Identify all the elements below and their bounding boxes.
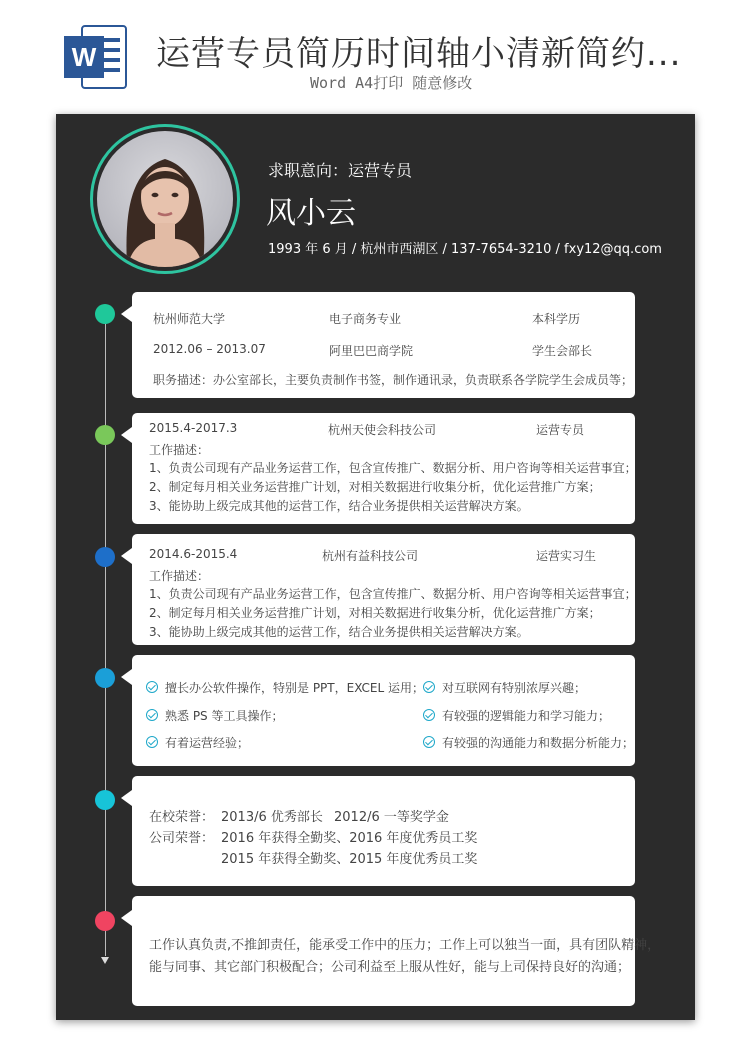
job-desc-line: 3、能协助上级完成其他的运营工作，结合业务提供相关运营解决方案。 bbox=[149, 625, 529, 639]
check-icon bbox=[423, 681, 435, 693]
job-card bbox=[132, 534, 635, 645]
skill-item: 有较强的沟通能力和数据分析能力； bbox=[442, 736, 635, 750]
job-desc-line: 1、负责公司现有产品业务运营工作，包含宣传推广、数据分析、用户咨询等相关运营事宜； bbox=[149, 461, 637, 475]
candidate-name: 风小云 bbox=[266, 196, 356, 231]
check-icon bbox=[423, 709, 435, 721]
timeline-arrow-icon bbox=[101, 957, 109, 964]
self-eval-card bbox=[132, 896, 661, 1006]
check-icon bbox=[146, 681, 158, 693]
job-card bbox=[132, 413, 635, 524]
check-icon bbox=[146, 709, 158, 721]
company-honor: 2015 年获得全勤奖、2015 年度优秀员工奖 bbox=[221, 852, 478, 867]
school: 杭州师范大学 bbox=[153, 312, 226, 326]
job-period: 2014.6-2015.4 bbox=[149, 547, 238, 561]
job-desc-label: 工作描述： bbox=[149, 569, 210, 583]
timeline-line bbox=[105, 306, 106, 956]
contact-info: 1993 年 6 月 / 杭州市西湖区 / 137-7654-3210 / fxy12@qq.com bbox=[268, 242, 662, 257]
timeline-dot bbox=[95, 425, 115, 445]
avatar bbox=[97, 131, 233, 267]
document-title: 运营专员简历时间轴小清新简约... bbox=[156, 34, 682, 74]
honors-card bbox=[132, 776, 635, 886]
edu-role: 学生会部长 bbox=[532, 344, 593, 358]
skill-item: 对互联网有特别浓厚兴趣； bbox=[442, 681, 587, 695]
resume-page bbox=[56, 114, 695, 1020]
job-desc-line: 1、负责公司现有产品业务运营工作，包含宣传推广、数据分析、用户咨询等相关运营事宜； bbox=[149, 587, 637, 601]
document-header bbox=[0, 0, 750, 110]
timeline-dot bbox=[95, 547, 115, 567]
svg-text:W: W bbox=[71, 42, 97, 72]
college: 阿里巴巴商学院 bbox=[329, 344, 414, 358]
school-honor: 2012/6 一等奖学金 bbox=[334, 810, 449, 825]
skill-item: 熟悉 PS 等工具操作； bbox=[165, 709, 284, 723]
education-card bbox=[132, 292, 635, 398]
timeline-dot bbox=[95, 304, 115, 324]
word-icon bbox=[60, 22, 130, 92]
job-desc-line: 2、制定每月相关业务运营推广计划，对相关数据进行收集分析，优化运营推广方案； bbox=[149, 606, 601, 620]
job-title: 运营实习生 bbox=[536, 549, 597, 563]
skill-item: 擅长办公软件操作，特别是 PPT，EXCEL 运用； bbox=[165, 681, 425, 695]
school-honor: 2013/6 优秀部长 bbox=[221, 810, 323, 825]
company-honor-label: 公司荣誉： bbox=[149, 831, 215, 846]
avatar-ring bbox=[90, 124, 240, 274]
job-desc-line: 2、制定每月相关业务运营推广计划，对相关数据进行收集分析，优化运营推广方案； bbox=[149, 480, 601, 494]
self-eval-line: 能与同事、其它部门积极配合；公司利益至上服从性好，能与上司保持良好的沟通； bbox=[149, 960, 631, 975]
timeline-dot bbox=[95, 911, 115, 931]
skill-item: 有着运营经验； bbox=[165, 736, 250, 750]
job-company: 杭州有益科技公司 bbox=[322, 549, 419, 563]
check-icon bbox=[146, 736, 158, 748]
degree: 本科学历 bbox=[532, 312, 581, 326]
school-honor-label: 在校荣誉： bbox=[149, 810, 215, 825]
skill-item: 有较强的逻辑能力和学习能力； bbox=[442, 709, 611, 723]
check-icon bbox=[423, 736, 435, 748]
timeline-dot bbox=[95, 790, 115, 810]
job-desc-label: 工作描述： bbox=[149, 443, 210, 457]
job-title: 运营专员 bbox=[536, 423, 585, 437]
job-period: 2015.4-2017.3 bbox=[149, 421, 238, 435]
job-company: 杭州天使会科技公司 bbox=[328, 423, 437, 437]
timeline-dot bbox=[95, 668, 115, 688]
edu-period: 2012.06 – 2013.07 bbox=[153, 342, 266, 356]
self-eval-line: 工作认真负责,不推卸责任，能承受工作中的压力；工作上可以独当一面，具有团队精神， bbox=[149, 938, 661, 953]
major: 电子商务专业 bbox=[329, 312, 402, 326]
company-honor: 2016 年获得全勤奖、2016 年度优秀员工奖 bbox=[221, 831, 478, 846]
job-desc-line: 3、能协助上级完成其他的运营工作，结合业务提供相关运营解决方案。 bbox=[149, 499, 529, 513]
document-subtitle: Word A4打印 随意修改 bbox=[310, 74, 473, 92]
skills-card bbox=[132, 655, 635, 766]
edu-desc: 职务描述：办公室部长，主要负责制作书签，制作通讯录，负责联系各学院学生会成员等； bbox=[153, 373, 634, 387]
job-intent: 求职意向：运营专员 bbox=[268, 161, 413, 180]
